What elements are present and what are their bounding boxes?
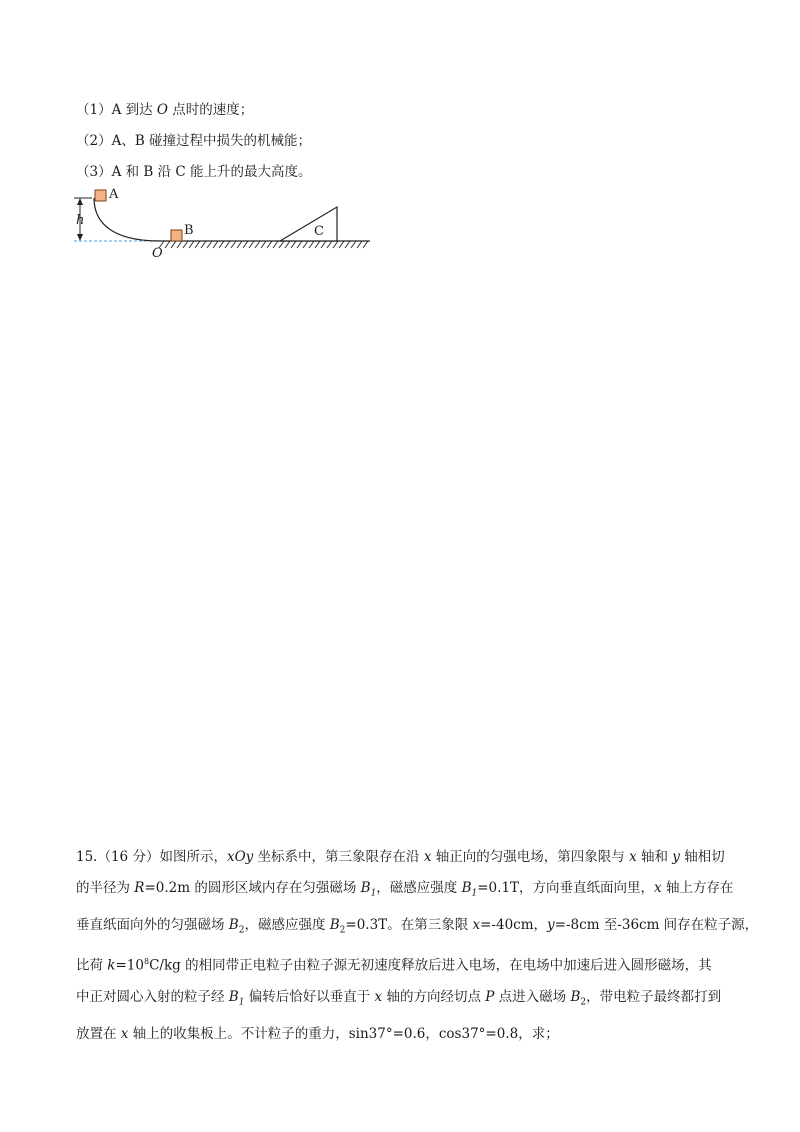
hatch-mark — [339, 241, 344, 248]
wedge-c — [280, 207, 337, 241]
problem-15-line-4: 比荷 $k=10^8C/kg$ 的相同带正电粒子由粒子源无初速度释放后进入电场，在电场中加速后进入圆形磁场，其 — [76, 957, 712, 974]
ground-hatch — [159, 241, 368, 248]
problem-15 — [76, 842, 759, 1050]
hatch-mark — [219, 241, 224, 248]
hatch-mark — [183, 241, 188, 248]
hatch-mark — [309, 241, 314, 248]
question-1-prefix: （1）A 到达 — [76, 102, 157, 118]
hatch-mark — [345, 241, 350, 248]
hatch-mark — [195, 241, 200, 248]
height-arrow-up-head — [77, 198, 83, 205]
hatch-mark — [285, 241, 290, 248]
label-o: O — [152, 246, 163, 261]
hatch-mark — [237, 241, 242, 248]
hatch-mark — [273, 241, 278, 248]
label-a: A — [109, 188, 119, 202]
problem-15-line-3: 垂直纸面向外的匀强磁场 $B_2$，磁感应强度 $B_2=0.3T$。在第三象限 x=-40cm，y=-8cm 至-36cm 间存在粒子源， — [76, 916, 759, 936]
hatch-mark — [249, 241, 254, 248]
hatch-mark — [291, 241, 296, 248]
hatch-mark — [255, 241, 260, 248]
hatch-mark — [279, 241, 284, 248]
block-b — [171, 230, 182, 241]
hatch-mark — [177, 241, 182, 248]
hatch-mark — [303, 241, 308, 248]
hatch-mark — [243, 241, 248, 248]
point-o-symbol: O — [156, 102, 168, 118]
hatch-mark — [315, 241, 320, 248]
hatch-mark — [333, 241, 338, 248]
hatch-mark — [321, 241, 326, 248]
hatch-mark — [357, 241, 362, 248]
problem-15-line-2: 的半径为 R=0.2m 的圆形区域内存在匀强磁场 $B_1$，磁感应强度 $B_1=0.1T$，方向垂直纸面向里，x 轴上方存在 — [76, 880, 734, 899]
question-2: （2）A、B 碰撞过程中损失的机械能； — [76, 133, 312, 149]
physics-figure — [70, 188, 380, 263]
question-1 — [76, 98, 253, 118]
label-b: B — [184, 223, 194, 238]
hatch-mark — [165, 241, 170, 248]
block-a — [95, 190, 106, 201]
hatch-mark — [351, 241, 356, 248]
label-c: C — [314, 224, 324, 239]
hatch-mark — [327, 241, 332, 248]
hatch-mark — [171, 241, 176, 248]
label-h: h — [76, 213, 85, 228]
question-3: （3）A 和 B 沿 C 能上升的最大高度。 — [76, 164, 312, 180]
problem-15-line-1: 15.（16 分）如图所示，xOy 坐标系中，第三象限存在沿 x 轴正向的匀强电场，第四象限与 x 轴和 y 轴相切 — [76, 849, 725, 865]
hatch-mark — [189, 241, 194, 248]
hatch-mark — [201, 241, 206, 248]
question-1-suffix: 点时的速度； — [168, 102, 254, 118]
hatch-mark — [231, 241, 236, 248]
hatch-mark — [297, 241, 302, 248]
hatch-mark — [363, 241, 368, 248]
hatch-mark — [267, 241, 272, 248]
curved-track — [94, 198, 160, 241]
problem-15-line-6: 放置在 x 轴上的收集板上。不计粒子的重力，sin37°=0.6，cos37°=0.8，求； — [76, 1025, 559, 1042]
hatch-mark — [207, 241, 212, 248]
hatch-mark — [261, 241, 266, 248]
hatch-mark — [213, 241, 218, 248]
hatch-mark — [225, 241, 230, 248]
problem-15-line-5: 中正对圆心入射的粒子经 $B_1$ 偏转后恰好以垂直于 x 轴的方向经切点 P 点进入磁场 $B_2$，带电粒子最终都打到 — [76, 988, 722, 1008]
height-arrow-down-head — [77, 234, 83, 241]
